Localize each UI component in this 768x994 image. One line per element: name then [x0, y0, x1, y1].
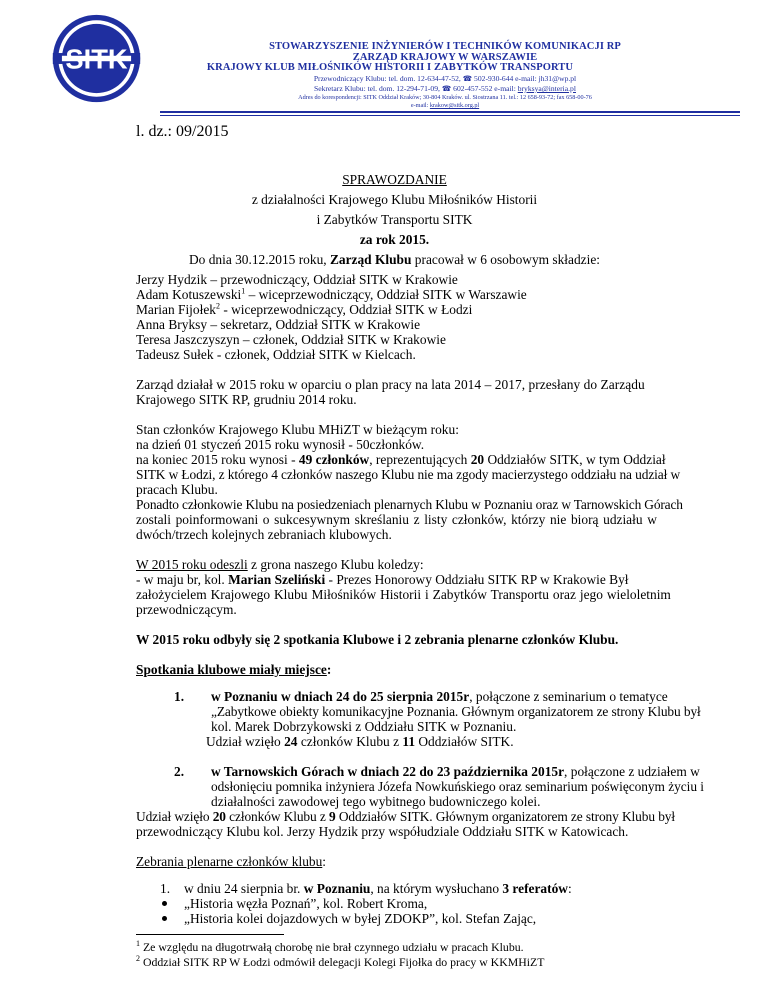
members-line: pracach Klubu. [136, 482, 218, 497]
plan-paragraph-line: Zarząd działał w 2015 roku w oparciu o plan pracy na lata 2014 – 2017, przesłany do Zarządu [136, 377, 645, 392]
header-line-2: ZARZĄD KRAJOWY W WARSZAWIE [352, 52, 538, 63]
club-meeting-line: „Zabytkowe obiekty komunikacyjne Poznania. Głównym organizatorem ze strony Klubu był [211, 704, 701, 719]
report-year: za rok 2015. [359, 232, 430, 247]
club-meeting-line: Udział wzięło 20 członków Klubu z 9 Oddziałów SITK. Głównym organizatorem ze strony Klubu był [136, 809, 676, 824]
footnote: $^2$ Oddział SITK RP W Łodzi odmówił delegacji Kolegi Fijołka do pracy w KKMHiZT [136, 954, 545, 969]
board-member: Tadeusz Sułek - członek, Oddział SITK w Kielcach. [136, 347, 416, 362]
members-line: Ponadto członkowie Klubu na posiedzeniach plenarnych Klubu w Poznaniu oraz w Tarnowskich Górach [136, 497, 683, 512]
deaths-line: założycielem Krajowego Klubu Miłośników Historii i Zabytków Transportu oraz jego wieloletnim [136, 587, 671, 602]
header-line-6: Adres do korespondencji: SITK Oddział Kraków; 30-804 Kraków. ul. Siostrzana 11. tel.: 12 658-93-72; fax 658-00-76 [298, 94, 592, 101]
header-line-3: KRAJOWY KLUB MIŁOŚNIKÓW HISTORII I ZABYTKÓW TRANSPORTU [206, 62, 574, 73]
club-meeting-line: w Poznaniu w dniach 24 do 25 sierpnia 2015r, połączone z seminarium o tematyce [211, 689, 668, 704]
deaths-line: W 2015 roku odeszli z grona naszego Klubu koledzy: [136, 557, 424, 572]
plan-paragraph-line: Krajowego SITK RP, grudniu 2014 roku. [136, 392, 357, 407]
club-meeting-line: przewodniczący Klubu kol. Jerzy Hydzik przy współudziale Oddziału SITK w Katowicach. [136, 824, 629, 839]
board-member: Teresa Jaszczyszyn – członek, Oddział SITK w Krakowie [136, 332, 446, 347]
krakow-email-link[interactable]: krakow@sitk.org.pl [429, 102, 480, 109]
report-subtitle-1: z działalności Krajowego Klubu Miłośników Historii [251, 192, 538, 207]
club-meeting-line: działalności zawodowej tego wybitnego budowniczego kolei. [211, 794, 541, 809]
footnote-divider [136, 934, 284, 935]
footnote: $^1$ Ze względu na długotrwałą chorobę nie brał czynnego udziału w pracach Klubu. [136, 939, 524, 954]
report-subtitle-2: i Zabytków Transportu SITK [316, 212, 473, 227]
club-meeting-number: 2. [174, 764, 185, 779]
sekretarz-email-link[interactable]: bryksya@interia.pl [517, 84, 576, 93]
plenary-item: w dniu 24 sierpnia br. w Poznaniu, na którym wysłuchano 3 referatów: [184, 881, 572, 896]
members-line: SITK w Łodzi, z którego 4 członków naszego Klubu nie ma zgody macierzystego oddziału na udział w [136, 467, 681, 482]
board-member: Adam Kotuszewski$^1$ – wiceprzewodniczący, Oddział SITK w Warszawie [136, 286, 527, 302]
bullet-icon [162, 916, 167, 921]
plenary-bullet-item: „Historia węzła Poznań”, kol. Robert Kroma, [184, 896, 428, 911]
plenary-number: 1. [160, 881, 171, 896]
reference-number: l. dz.: 09/2015 [136, 123, 229, 140]
deaths-line: - w maju br, kol. Marian Szeliński - Prezes Honorowy Oddziału SITK RP w Krakowie Był [136, 572, 629, 587]
bullet-icon [162, 901, 167, 906]
board-member: Anna Bryksy – sekretarz, Oddział SITK w Krakowie [136, 317, 421, 332]
board-member: Jerzy Hydzik – przewodniczący, Oddział SITK w Krakowie [136, 272, 458, 287]
sitk-logo [51, 13, 142, 104]
logo-text: SITK [65, 43, 128, 75]
members-line: Stan członków Krajowego Klubu MHiZT w bieżącym roku: [136, 422, 459, 437]
club-meeting-line: Udział wzięło 24 członków Klubu z 11 Oddziałów SITK. [206, 734, 514, 749]
board-intro: Do dnia 30.12.2015 roku, Zarząd Klubu pracował w 6 osobowym składzie: [189, 252, 600, 267]
header-rule-thin [160, 115, 740, 116]
plenary-heading: Zebrania plenarne członków klubu: [136, 854, 327, 869]
header-line-4: Przewodniczący Klubu: tel. dom. 12-634-47-52, ☎ 502-930-644 e-mail: jh31@wp.pl [313, 74, 577, 83]
header-rule-thick [160, 111, 740, 113]
club-meeting-line: w Tarnowskich Górach w dniach 22 do 23 października 2015r, połączone z udziałem w [211, 764, 700, 779]
header-line-7: e-mail: krakow@sitk.org.pl [410, 102, 480, 109]
members-line: na koniec 2015 roku wynosi - 49 członków, reprezentujących 20 Oddziałów SITK, w tym Oddział [136, 452, 666, 467]
header-line-1: STOWARZYSZENIE INŻYNIERÓW I TECHNIKÓW KOMUNIKACJI RP [269, 41, 621, 52]
club-meeting-line: odsłonięciu pomnika inżyniera Józefa Nowkuńskiego oraz seminarium poświęconym życiu i [211, 779, 704, 794]
report-heading: SPRAWOZDANIE [342, 172, 447, 187]
plenary-bullet-item: „Historia kolei dojazdowych w byłej ZDOKP”, kol. Stefan Zając, [184, 911, 537, 926]
club-meeting-number: 1. [174, 689, 185, 704]
club-meetings-heading: Spotkania klubowe miały miejsce: [136, 662, 332, 677]
members-line: zostali poinformowani o sukcesywnym skreślaniu z listy członków, którzy nie biorą udziału w [136, 512, 657, 527]
board-member: Marian Fijołek$^2$ - wiceprzewodniczący, Oddział SITK w Łodzi [136, 301, 473, 317]
header-line-5: Sekretarz Klubu: tel. dom. 12-294-71-09, ☎ 602-457-552 e-mail: bryksya@interia.pl [314, 84, 576, 93]
meetings-summary: W 2015 roku odbyły się 2 spotkania Klubowe i 2 zebrania plenarne członków Klubu. [136, 632, 619, 647]
members-line: na dzień 01 styczeń 2015 roku wynosił - 50członków. [136, 437, 425, 452]
deaths-line: przewodniczącym. [136, 602, 237, 617]
club-meeting-line: kol. Marek Dobrzykowski z Oddziału SITK w Poznaniu. [211, 719, 517, 734]
members-line: dwóch/trzech kolejnych zebraniach klubowych. [136, 527, 392, 542]
